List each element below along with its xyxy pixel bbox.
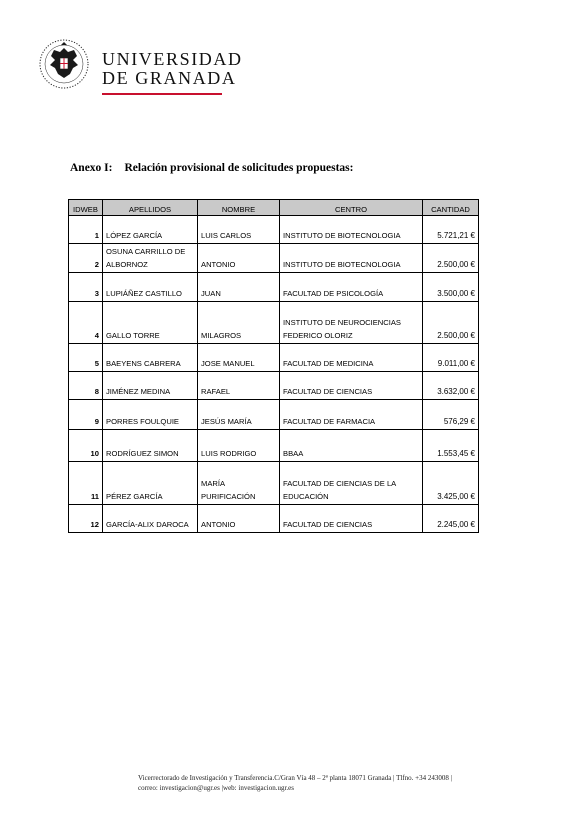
university-name — [102, 50, 243, 88]
cell-idweb: 4 — [69, 302, 103, 344]
table-row — [69, 302, 479, 344]
cell-nombre: ANTONIO — [198, 244, 280, 273]
cell-nombre: JESÚS MARÍA — [198, 400, 280, 430]
footer-address: Vicerrectorado de Investigación y Transferencia.C/Gran Vía 48 – 2ª planta 18071 Granada | Tlfno. +34 243008 | — [138, 774, 452, 782]
cell-idweb: 11 — [69, 462, 103, 505]
column-header-centro: CENTRO — [280, 200, 423, 216]
cell-centro: FACULTAD DE CIENCIAS — [280, 505, 423, 533]
cell-nombre: RAFAEL — [198, 372, 280, 400]
cell-centro: FACULTAD DE CIENCIAS DE LA EDUCACIÓN — [280, 462, 423, 505]
cell-apellidos: RODRÍGUEZ SIMON — [103, 430, 198, 462]
cell-cantidad: 3.632,00 € — [423, 372, 479, 400]
column-header-idweb: IDWEB — [69, 200, 103, 216]
logo-underline — [102, 93, 222, 95]
table-row — [69, 372, 479, 400]
cell-apellidos: JIMÉNEZ MEDINA — [103, 372, 198, 400]
cell-apellidos: OSUNA CARRILLO DE ALBORNOZ — [103, 244, 198, 273]
cell-cantidad: 3.425,00 € — [423, 462, 479, 505]
applications-table — [68, 199, 479, 533]
cell-idweb: 3 — [69, 273, 103, 302]
cell-centro: FACULTAD DE CIENCIAS — [280, 372, 423, 400]
column-header-cantidad: CANTIDAD — [423, 200, 479, 216]
cell-cantidad: 2.500,00 € — [423, 244, 479, 273]
cell-idweb: 1 — [69, 216, 103, 244]
cell-cantidad: 576,29 € — [423, 400, 479, 430]
cell-nombre: LUIS CARLOS — [198, 216, 280, 244]
cell-apellidos: PÉREZ GARCÍA — [103, 462, 198, 505]
cell-idweb: 9 — [69, 400, 103, 430]
university-name-line2: DE GRANADA — [102, 68, 237, 88]
cell-centro: INSTITUTO DE BIOTECNOLOGIA — [280, 216, 423, 244]
cell-nombre: ANTONIO — [198, 505, 280, 533]
cell-cantidad: 2.500,00 € — [423, 302, 479, 344]
cell-centro: INSTITUTO DE BIOTECNOLOGIA — [280, 244, 423, 273]
cell-idweb: 5 — [69, 344, 103, 372]
annex-heading — [70, 162, 353, 174]
table-row — [69, 273, 479, 302]
annex-label: Anexo I: — [70, 162, 113, 174]
column-header-apellidos: APELLIDOS — [103, 200, 198, 216]
cell-nombre: MARÍA PURIFICACIÓN — [198, 462, 280, 505]
annex-title: Relación provisional de solicitudes propuestas: — [124, 162, 354, 174]
cell-centro: INSTITUTO DE NEUROCIENCIAS FEDERICO OLORIZ — [280, 302, 423, 344]
cell-apellidos: GALLO TORRE — [103, 302, 198, 344]
cell-cantidad: 1.553,45 € — [423, 430, 479, 462]
cell-cantidad: 9.011,00 € — [423, 344, 479, 372]
cell-apellidos: BAEYENS CABRERA — [103, 344, 198, 372]
cell-cantidad: 5.721,21 € — [423, 216, 479, 244]
cell-centro: FACULTAD DE PSICOLOGÍA — [280, 273, 423, 302]
table-header-row — [69, 200, 479, 216]
table-row — [69, 400, 479, 430]
cell-cantidad: 3.500,00 € — [423, 273, 479, 302]
cell-apellidos: PORRES FOULQUIE — [103, 400, 198, 430]
cell-centro: FACULTAD DE MEDICINA — [280, 344, 423, 372]
cell-idweb: 12 — [69, 505, 103, 533]
cell-centro: FACULTAD DE FARMACIA — [280, 400, 423, 430]
cell-apellidos: LUPIÁÑEZ CASTILLO — [103, 273, 198, 302]
cell-centro: BBAA — [280, 430, 423, 462]
cell-idweb: 2 — [69, 244, 103, 273]
page-footer — [138, 773, 452, 793]
table-row — [69, 505, 479, 533]
table-row — [69, 344, 479, 372]
column-header-nombre: NOMBRE — [198, 200, 280, 216]
cell-apellidos: GARCÍA-ALIX DAROCA — [103, 505, 198, 533]
university-name-line1: UNIVERSIDAD — [102, 49, 243, 69]
cell-apellidos: LÓPEZ GARCÍA — [103, 216, 198, 244]
footer-contact: correo: investigacion@ugr.es |web: investigacion.ugr.es — [138, 784, 294, 792]
cell-idweb: 8 — [69, 372, 103, 400]
table-row — [69, 462, 479, 505]
cell-nombre: JOSE MANUEL — [198, 344, 280, 372]
university-logo — [38, 38, 243, 100]
cell-idweb: 10 — [69, 430, 103, 462]
cell-nombre: LUIS RODRIGO — [198, 430, 280, 462]
cell-cantidad: 2.245,00 € — [423, 505, 479, 533]
table-row — [69, 244, 479, 273]
cell-nombre: MILAGROS — [198, 302, 280, 344]
cell-nombre: JUAN — [198, 273, 280, 302]
table-row — [69, 216, 479, 244]
university-crest-icon — [38, 38, 90, 90]
table-row — [69, 430, 479, 462]
